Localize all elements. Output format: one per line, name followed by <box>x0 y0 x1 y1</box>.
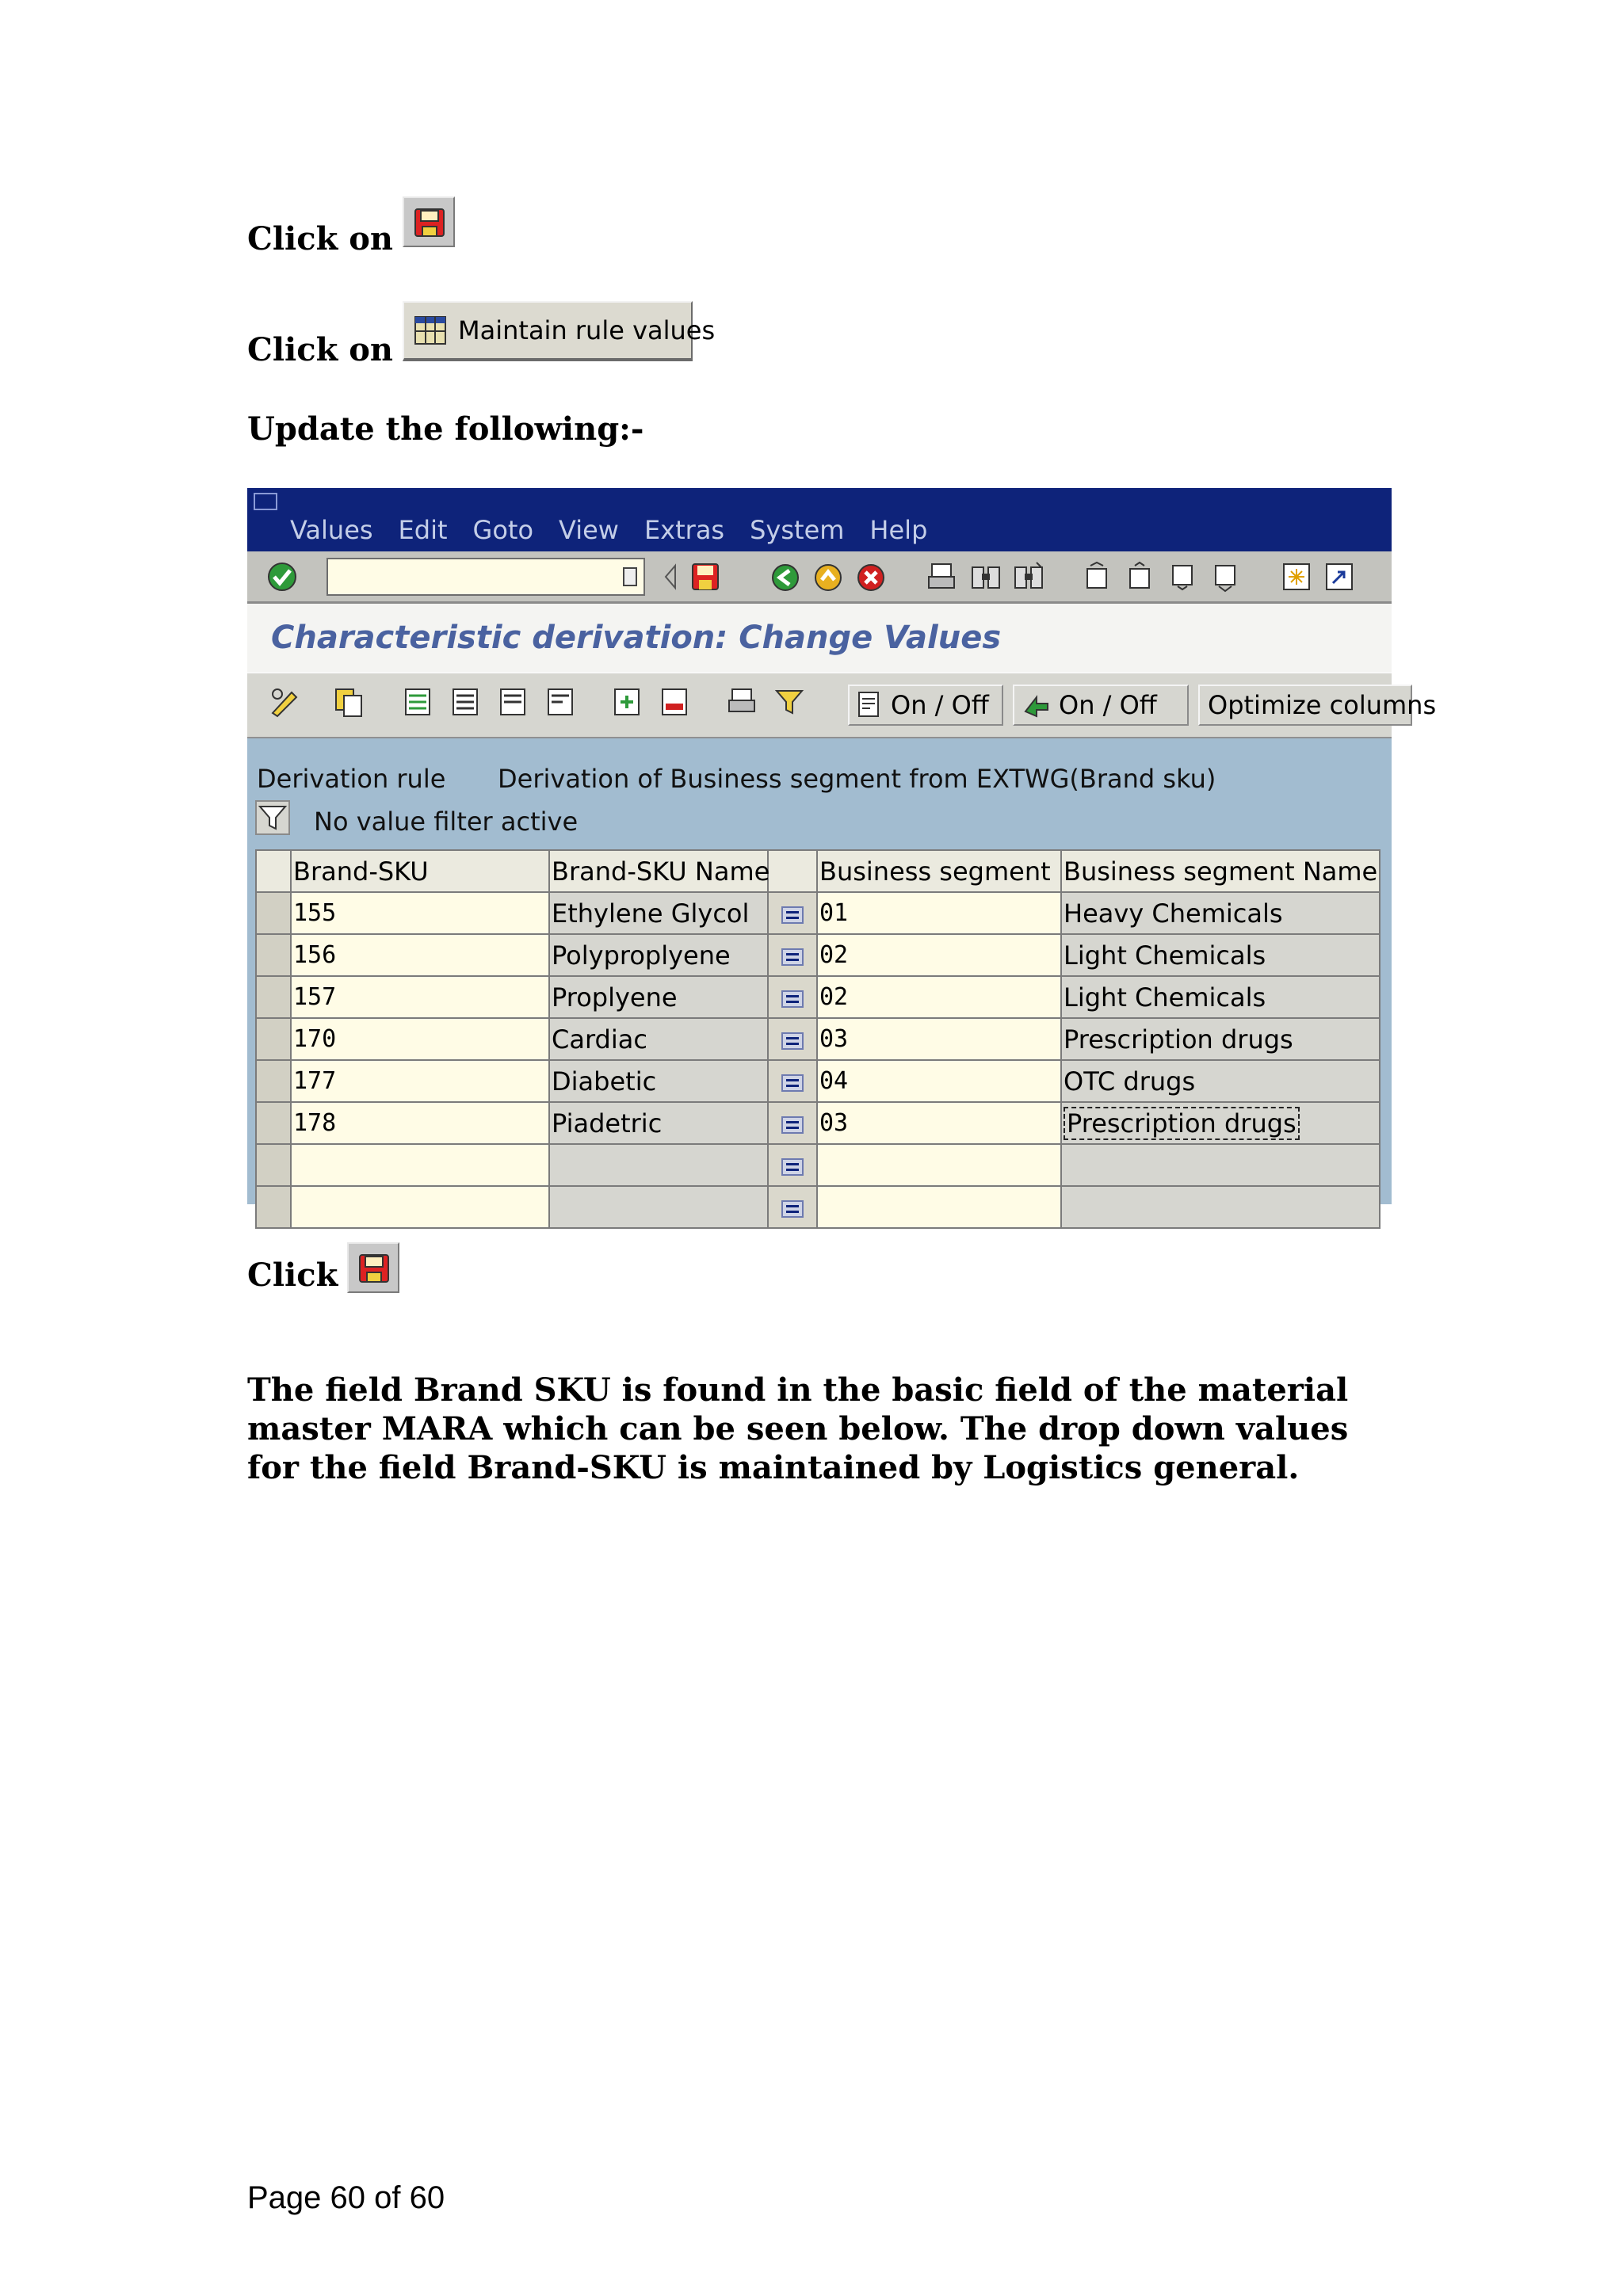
instruction-click-on-save: Click on <box>247 220 393 257</box>
deselect-all-icon[interactable] <box>545 686 577 718</box>
filter-icon[interactable] <box>255 800 290 835</box>
equals-icon <box>781 1116 804 1134</box>
maintain-rule-values-label: Maintain rule values <box>458 315 716 345</box>
brand-sku-cell[interactable]: 156 <box>291 934 549 976</box>
sap-screenshot <box>247 488 1437 1204</box>
optimize-columns-button[interactable] <box>1198 685 1437 726</box>
table-row <box>256 1102 1380 1144</box>
equals-icon <box>781 906 804 924</box>
operator-cell[interactable] <box>768 1186 817 1228</box>
business-segment-cell[interactable]: 01 <box>817 892 1061 934</box>
select-all-icon[interactable] <box>498 686 529 718</box>
standard-toolbar <box>247 551 1392 604</box>
menu-help[interactable]: Help <box>869 515 928 545</box>
business-segment-name-cell: Prescription drugs <box>1061 1018 1380 1060</box>
brand-sku-name-cell: Polyproplyene <box>549 934 768 976</box>
operator-cell[interactable] <box>768 1102 817 1144</box>
equals-icon <box>781 1158 804 1176</box>
business-segment-name-cell: Light Chemicals <box>1061 934 1380 976</box>
brand-sku-cell[interactable]: 177 <box>291 1060 549 1102</box>
business-segment-name-cell <box>1061 1186 1380 1228</box>
save-icon <box>358 1253 390 1283</box>
previous-page-icon[interactable] <box>1125 563 1154 591</box>
table-row <box>256 976 1380 1018</box>
operator-cell[interactable] <box>768 1060 817 1102</box>
arrow-left-icon[interactable] <box>663 563 678 591</box>
brand-sku-cell[interactable]: 157 <box>291 976 549 1018</box>
business-segment-cell[interactable]: 03 <box>817 1102 1061 1144</box>
arrow-green-icon <box>1022 691 1051 719</box>
menu-values[interactable]: Values <box>290 515 373 545</box>
first-page-icon[interactable] <box>1083 563 1111 591</box>
screen-title-bar <box>247 604 1392 672</box>
business-segment-name-cell: OTC drugs <box>1061 1060 1380 1102</box>
business-segment-cell[interactable]: 04 <box>817 1060 1061 1102</box>
column-header-business-segment[interactable]: Business segment <box>817 850 1061 892</box>
filter-status: No value filter active <box>314 807 579 837</box>
select-all-cell[interactable] <box>256 850 291 892</box>
derivation-info <box>247 738 1392 865</box>
shortcut-icon[interactable] <box>1325 563 1354 591</box>
save-button[interactable] <box>347 1242 399 1293</box>
brand-sku-cell[interactable] <box>291 1144 549 1186</box>
exit-icon[interactable] <box>813 563 843 593</box>
business-segment-cell[interactable]: 02 <box>817 976 1061 1018</box>
optimize-columns-label: Optimize columns <box>1208 690 1437 720</box>
menu-goto[interactable]: Goto <box>472 515 534 545</box>
last-page-icon[interactable] <box>1211 563 1239 591</box>
next-page-icon[interactable] <box>1168 563 1197 591</box>
brand-sku-name-cell: Piadetric <box>549 1102 768 1144</box>
business-segment-cell[interactable] <box>817 1144 1061 1186</box>
cancel-icon[interactable] <box>856 563 886 593</box>
maintain-rule-values-button[interactable] <box>403 301 716 361</box>
create-session-icon[interactable] <box>1282 563 1311 591</box>
description-paragraph: The field Brand SKU is found in the basic field of the material master MARA which can be seen below. The drop down values for the field Brand-SKU is maintained by Logistics general. <box>247 1371 1349 1486</box>
row-selector[interactable] <box>256 1186 291 1228</box>
table-row-empty <box>256 1186 1380 1228</box>
save-button[interactable] <box>403 196 455 247</box>
command-field[interactable] <box>327 558 645 596</box>
equals-icon <box>781 1074 804 1092</box>
brand-sku-name-cell: Cardiac <box>549 1018 768 1060</box>
brand-sku-cell[interactable]: 155 <box>291 892 549 934</box>
find-next-icon[interactable] <box>1013 563 1044 591</box>
row-selector[interactable] <box>256 1102 291 1144</box>
screen-title: Characteristic derivation: Change Values <box>271 620 1002 656</box>
column-header-business-segment-name[interactable]: Business segment Name <box>1061 850 1380 892</box>
brand-sku-cell[interactable] <box>291 1186 549 1228</box>
row-selector[interactable] <box>256 1144 291 1186</box>
page-number: Page 60 of 60 <box>247 2180 445 2215</box>
row-selector[interactable] <box>256 892 291 934</box>
document-icon <box>857 691 883 719</box>
equals-icon <box>781 990 804 1008</box>
menu-extras[interactable]: Extras <box>643 515 725 545</box>
derivation-rule-value: Derivation of Business segment from EXTWG(Brand sku) <box>498 764 1216 794</box>
menu-edit[interactable]: Edit <box>398 515 448 545</box>
menu-system[interactable]: System <box>750 515 845 545</box>
operator-cell[interactable] <box>768 1018 817 1060</box>
table-header-row <box>256 850 1380 892</box>
table-row-empty <box>256 1144 1380 1186</box>
brand-sku-name-cell: Diabetic <box>549 1060 768 1102</box>
business-segment-cell[interactable]: 03 <box>817 1018 1061 1060</box>
business-segment-cell[interactable]: 02 <box>817 934 1061 976</box>
column-header-brand-sku[interactable]: Brand-SKU <box>291 850 549 892</box>
row-selector[interactable] <box>256 1060 291 1102</box>
print-icon[interactable] <box>726 686 758 718</box>
on-off-button-1[interactable] <box>848 685 1003 726</box>
brand-sku-name-cell: Ethylene Glycol <box>549 892 768 934</box>
business-segment-name-cell <box>1061 1144 1380 1186</box>
brand-sku-name-cell <box>549 1144 768 1186</box>
on-off-label-1: On / Off <box>891 690 989 720</box>
row-selector[interactable] <box>256 1018 291 1060</box>
operator-cell[interactable] <box>768 976 817 1018</box>
enter-check-icon[interactable] <box>266 561 298 593</box>
row-selector[interactable] <box>256 934 291 976</box>
rule-values-table <box>255 849 1381 1229</box>
find-icon[interactable] <box>970 563 1002 591</box>
clipboard-icon[interactable] <box>623 567 637 586</box>
copy-icon[interactable] <box>333 686 365 718</box>
print-icon[interactable] <box>927 563 956 591</box>
row-selector[interactable] <box>256 976 291 1018</box>
instruction-update: Update the following:- <box>247 410 644 448</box>
operator-cell[interactable] <box>768 934 817 976</box>
display-change-icon[interactable] <box>268 686 303 718</box>
save-icon[interactable] <box>691 563 720 591</box>
table-row <box>256 892 1380 934</box>
brand-sku-name-cell <box>549 1186 768 1228</box>
brand-sku-cell[interactable]: 170 <box>291 1018 549 1060</box>
equals-icon <box>781 1032 804 1050</box>
operator-cell[interactable] <box>768 892 817 934</box>
business-segment-name-cell: Light Chemicals <box>1061 976 1380 1018</box>
save-icon <box>414 208 445 238</box>
equals-icon <box>781 948 804 966</box>
filter-icon[interactable] <box>773 686 805 718</box>
menu-view[interactable]: View <box>559 515 619 545</box>
on-off-button-2[interactable] <box>1013 685 1189 726</box>
brand-sku-cell[interactable]: 178 <box>291 1102 549 1144</box>
delete-row-icon[interactable] <box>450 686 482 718</box>
table-row <box>256 1018 1380 1060</box>
derivation-rule-label: Derivation rule <box>257 764 446 794</box>
on-off-label-2: On / Off <box>1059 690 1157 720</box>
equals-icon <box>781 1200 804 1218</box>
remove-line-icon[interactable] <box>659 686 691 718</box>
menu-list <box>247 515 953 545</box>
table-row <box>256 1060 1380 1102</box>
table-icon <box>414 315 447 345</box>
add-line-icon[interactable] <box>612 686 643 718</box>
table-row <box>256 934 1380 976</box>
application-toolbar <box>247 672 1437 738</box>
insert-row-icon[interactable] <box>403 686 434 718</box>
column-header-operator <box>768 850 817 892</box>
operator-cell[interactable] <box>768 1144 817 1186</box>
business-segment-name-cell <box>1061 1102 1380 1144</box>
brand-sku-name-cell: Proplyene <box>549 976 768 1018</box>
focused-value[interactable]: Prescription drugs <box>1064 1107 1300 1140</box>
column-header-brand-sku-name[interactable]: Brand-SKU Name <box>549 850 768 892</box>
sap-menubar <box>247 488 1392 551</box>
back-icon[interactable] <box>770 563 800 593</box>
window-menu-icon[interactable] <box>254 493 277 510</box>
business-segment-name-cell: Heavy Chemicals <box>1061 892 1380 934</box>
instruction-click-save: Click <box>247 1257 338 1294</box>
instruction-click-on-maintain: Click on <box>247 331 393 368</box>
business-segment-cell[interactable] <box>817 1186 1061 1228</box>
